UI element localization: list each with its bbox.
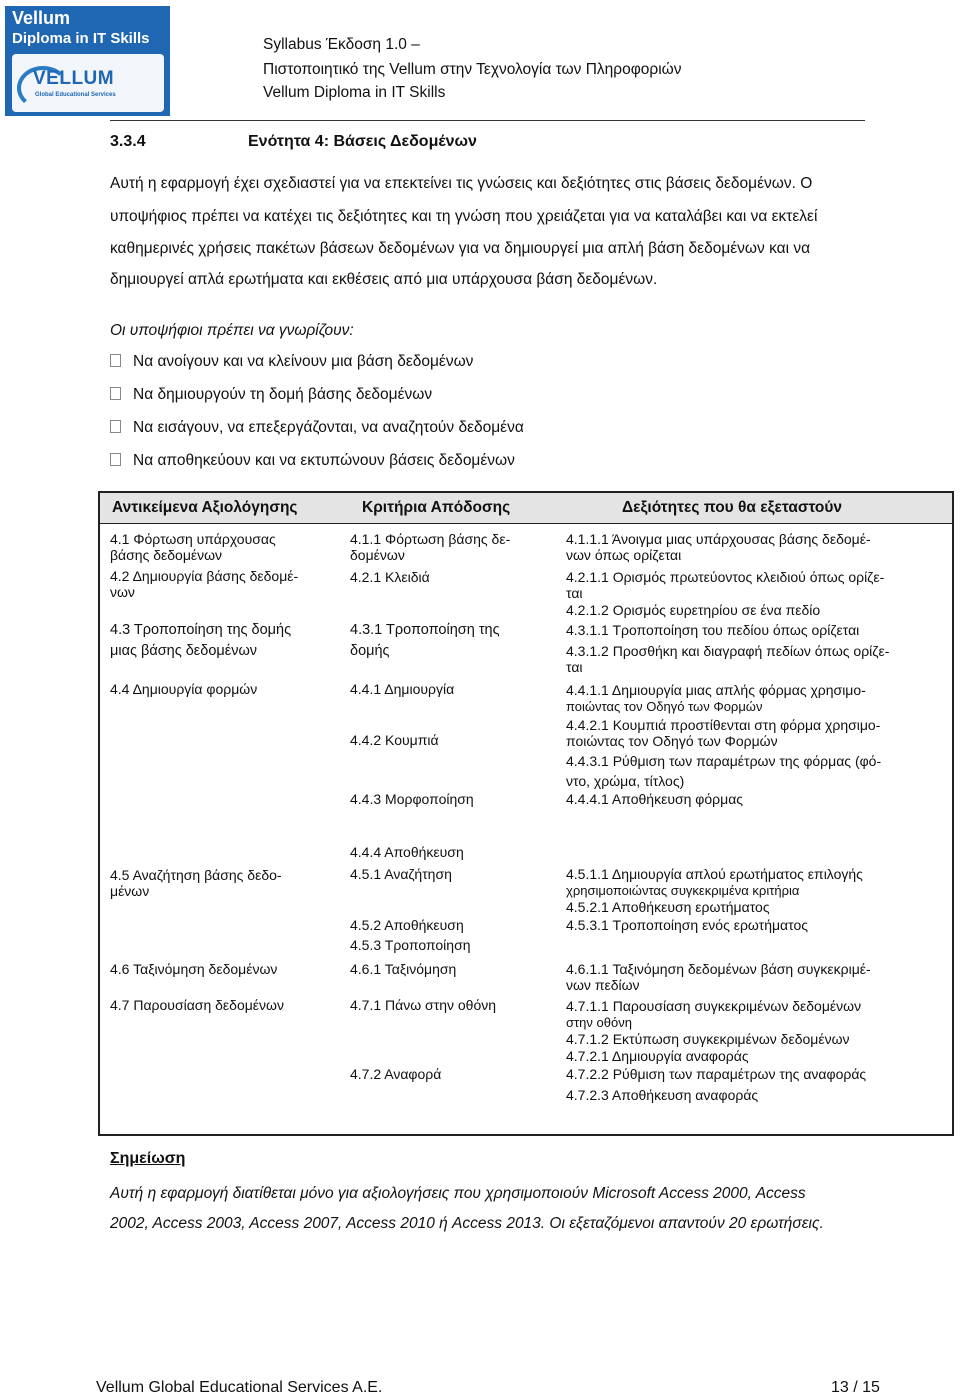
skill-cell: 4.5.1.1 Δημιουργία απλού ερωτήματος επιλογής χρησιμοποιώντας συγκεκριμένα κριτήρια (566, 866, 863, 898)
criteria-cell: 4.7.2 Αναφορά (350, 1066, 442, 1082)
checkbox-icon (110, 420, 121, 433)
logo-line1: Vellum (12, 8, 71, 28)
header-skills: Δεξιότητες που θα εξεταστούν (622, 499, 843, 516)
table-header-row (100, 493, 952, 524)
bullet-item (110, 452, 515, 470)
objective-cell: 4.5 Αναζήτηση βάσης δεδο- μένων (110, 867, 282, 899)
intro-line: δημιουργεί απλά ερωτήματα και εκθέσεις από μια υπάρχουσα βάση δεδομένων. (110, 271, 658, 288)
skill-cell: 4.2.1.2 Ορισμός ευρετηρίου σε ένα πεδίο (566, 602, 821, 618)
skill-cell: 4.4.1.1 Δημιουργία μιας απλής φόρμας χρησιμο- ποιώντας τον Οδηγό των Φορμών (566, 682, 866, 714)
candidates-intro: Οι υποψήφιοι πρέπει να γνωρίζουν: (110, 322, 354, 339)
criteria-cell: 4.7.1 Πάνω στην οθόνη (350, 997, 497, 1013)
skill-cell: 4.5.3.1 Τροποποίηση ενός ερωτήματος (566, 917, 809, 933)
vellum-logo (5, 6, 170, 116)
criteria-cell: 4.5.2 Αποθήκευση (350, 917, 464, 933)
header-rule (110, 120, 865, 121)
objective-cell: 4.2 Δημιουργία βάσης δεδομέ- νων (110, 568, 299, 600)
criteria-cell: 4.4.1 Δημιουργία (350, 681, 455, 697)
section-title: Ενότητα 4: Βάσεις Δεδομένων (248, 133, 477, 150)
bullet-text: Να αποθηκεύουν και να εκτυπώνουν βάσεις δεδομένων (133, 452, 515, 469)
bullet-text: Να δημιουργούν τη δομή βάσης δεδομένων (133, 386, 433, 403)
skill-cell: 4.2.1.1 Ορισμός πρωτεύοντος κλειδιού όπως ορίζε- ται (566, 569, 885, 601)
checkbox-icon (110, 387, 121, 400)
objective-cell: 4.7 Παρουσίαση δεδομένων (110, 997, 284, 1013)
criteria-cell: 4.3.1 Τροποποίηση της δομής (350, 622, 500, 659)
header-certificate: Πιστοποιητικό της Vellum στην Τεχνολογία των Πληροφοριών (263, 61, 682, 78)
criteria-cell: 4.2.1 Κλειδιά (350, 569, 430, 585)
objective-cell: 4.6 Ταξινόμηση δεδομένων (110, 961, 278, 977)
skill-cell: 4.4.2.1 Κουμπιά προστίθενται στη φόρμα χρησιμο- ποιώντας τον Οδηγό των Φορμών (566, 717, 881, 749)
skill-cell: 4.4.3.1 Ρύθμιση των παραμέτρων της φόρμας (φό- ντο, χρώμα, τίτλος) (566, 753, 882, 789)
skill-cell: 4.7.2.3 Αποθήκευση αναφοράς (566, 1087, 759, 1103)
skill-cell: 4.4.4.1 Αποθήκευση φόρμας (566, 791, 744, 807)
bullet-item (110, 353, 473, 371)
logo-word: VELLUM (33, 68, 115, 89)
objective-cell: 4.4 Δημιουργία φορμών (110, 681, 258, 697)
note-line: Αυτή η εφαρμογή διατίθεται μόνο για αξιολογήσεις που χρησιμοποιούν Microsoft Access 2000, Access (110, 1185, 806, 1202)
criteria-cell: 4.5.3 Τροποποίηση (350, 937, 471, 953)
skill-cell: 4.6.1.1 Ταξινόμηση δεδομένων βάση συγκεκριμέ- νων πεδίων (566, 961, 871, 993)
skill-cell: 4.3.1.1 Τροποποίηση του πεδίου όπως ορίζεται (566, 622, 860, 638)
objective-cell: 4.1 Φόρτωση υπάρχουσας βάσης δεδομένων (110, 531, 276, 563)
skill-cell: 4.7.1.1 Παρουσίαση συγκεκριμένων δεδομένων στην οθόνη (566, 998, 862, 1030)
page-number: 13 / 15 (831, 1379, 880, 1396)
intro-line: υποψήφιος πρέπει να κατέχει τις δεξιότητες και τη γνώση που χρειάζεται για να καταλάβει και να εκτελεί (110, 208, 818, 225)
header-diploma: Vellum Diploma in IT Skills (263, 84, 446, 101)
section-number: 3.3.4 (110, 133, 146, 150)
skill-cell: 4.5.2.1 Αποθήκευση ερωτήματος (566, 899, 770, 915)
note-heading: Σημείωση (110, 1150, 186, 1167)
logo-sub: Global Educational Services (35, 92, 116, 98)
header-syllabus: Syllabus Έκδοση 1.0 – (263, 36, 420, 53)
footer-company: Vellum Global Educational Services A.E. (96, 1379, 383, 1396)
bullet-text: Να εισάγουν, να επεξεργάζονται, να αναζητούν δεδομένα (133, 419, 524, 436)
checkbox-icon (110, 354, 121, 367)
skill-cell: 4.3.1.2 Προσθήκη και διαγραφή πεδίων όπως ορίζε- ται (566, 643, 890, 675)
criteria-cell: 4.6.1 Ταξινόμηση (350, 961, 457, 977)
bullet-item (110, 386, 432, 404)
header-objectives: Αντικείμενα Αξιολόγησης (112, 499, 298, 516)
logo-line2: Diploma in IT Skills (12, 30, 150, 47)
bullet-item (110, 419, 524, 437)
note-line: 2002, Access 2003, Access 2007, Access 2010 ή Access 2013. Οι εξεταζόμενοι απαντούν 20 ερωτήσεις. (110, 1215, 824, 1232)
criteria-cell: 4.5.1 Αναζήτηση (350, 866, 452, 882)
skill-cell: 4.7.1.2 Εκτύπωση συγκεκριμένων δεδομένων (566, 1031, 850, 1047)
header-criteria: Κριτήρια Απόδοσης (362, 499, 511, 516)
intro-line: Αυτή η εφαρμογή έχει σχεδιαστεί για να επεκτείνει τις γνώσεις και δεξιότητες στις βάσεις δεδομένων. Ο (110, 175, 813, 192)
intro-line: καθημερινές χρήσεις πακέτων βάσεων δεδομένων για να δημιουργεί μια απλή βάση δεδομένων και να (110, 240, 811, 257)
skill-cell: 4.1.1.1 Άνοιγμα μιας υπάρχουσας βάσης δεδομέ- νων όπως ορίζεται (566, 531, 871, 563)
criteria-cell: 4.4.3 Μορφοποίηση (350, 791, 474, 807)
checkbox-icon (110, 453, 121, 466)
skill-cell: 4.7.2.2 Ρύθμιση των παραμέτρων της αναφοράς (566, 1066, 867, 1082)
criteria-cell: 4.1.1 Φόρτωση βάσης δε- δομένων (350, 531, 511, 563)
bullet-text: Να ανοίγουν και να κλείνουν μια βάση δεδομένων (133, 353, 474, 370)
skill-cell: 4.7.2.1 Δημιουργία αναφοράς (566, 1048, 749, 1064)
criteria-cell: 4.4.4 Αποθήκευση (350, 844, 464, 860)
skills-table (98, 491, 954, 1136)
objective-cell: 4.3 Τροποποίηση της δομής μιας βάσης δεδομένων (110, 622, 292, 659)
criteria-cell: 4.4.2 Κουμπιά (350, 732, 439, 748)
